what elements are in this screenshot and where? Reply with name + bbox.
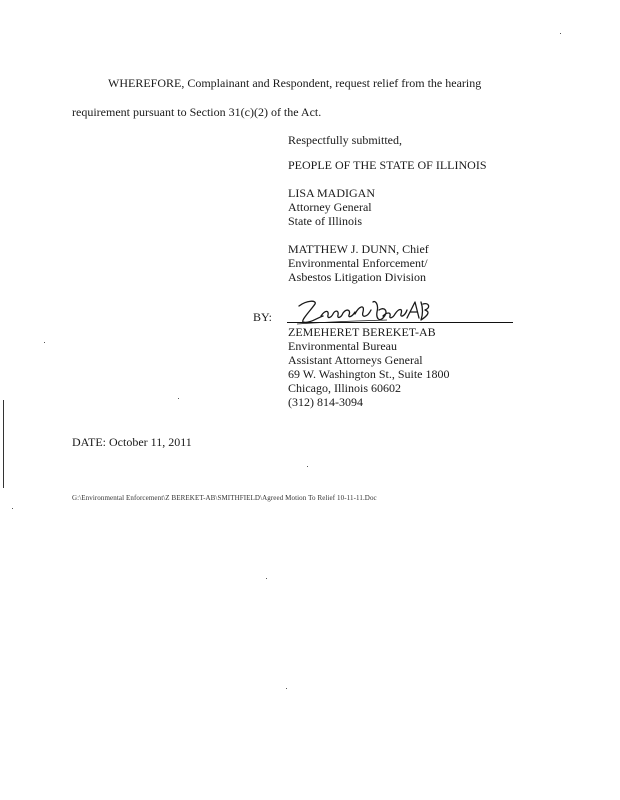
handwritten-signature [295,296,435,328]
scan-speck [178,398,179,399]
scan-speck [44,342,45,343]
signer-bureau: Environmental Bureau [288,339,397,353]
scan-speck [286,688,287,689]
wherefore-line-2: requirement pursuant to Section 31(c)(2) of the Act. [72,105,322,119]
wherefore-line-1: WHEREFORE, Complainant and Respondent, request relief from the hearing [108,76,482,90]
address-line-2: Chicago, Illinois 60602 [288,381,401,395]
ag-name: LISA MADIGAN [288,186,375,200]
scan-speck [266,578,267,579]
signer-title: Assistant Attorneys General [288,353,423,367]
chief-name: MATTHEW J. DUNN, Chief [288,242,429,256]
scan-speck [560,33,561,34]
party-name: PEOPLE OF THE STATE OF ILLINOIS [288,158,487,172]
ag-title: Attorney General [288,200,372,214]
respectfully-submitted: Respectfully submitted, [288,133,402,147]
address-line-1: 69 W. Washington St., Suite 1800 [288,367,450,381]
scan-speck [307,466,308,467]
scan-margin-mark [3,400,4,488]
phone-number: (312) 814-3094 [288,395,363,409]
chief-line-2: Asbestos Litigation Division [288,270,426,284]
scan-speck [12,508,13,509]
chief-line-1: Environmental Enforcement/ [288,256,428,270]
by-label: BY: [253,310,272,324]
signer-name: ZEMEHERET BEREKET-AB [288,325,436,339]
footer-file-path: G:\Environmental Enforcement\Z BEREKET-AB\SMITHFIELD\Agreed Motion To Relief 10-11-11.Doc [72,494,377,502]
date-line: DATE: October 11, 2011 [72,435,192,449]
signature-line [287,322,513,323]
ag-state: State of Illinois [288,214,362,228]
